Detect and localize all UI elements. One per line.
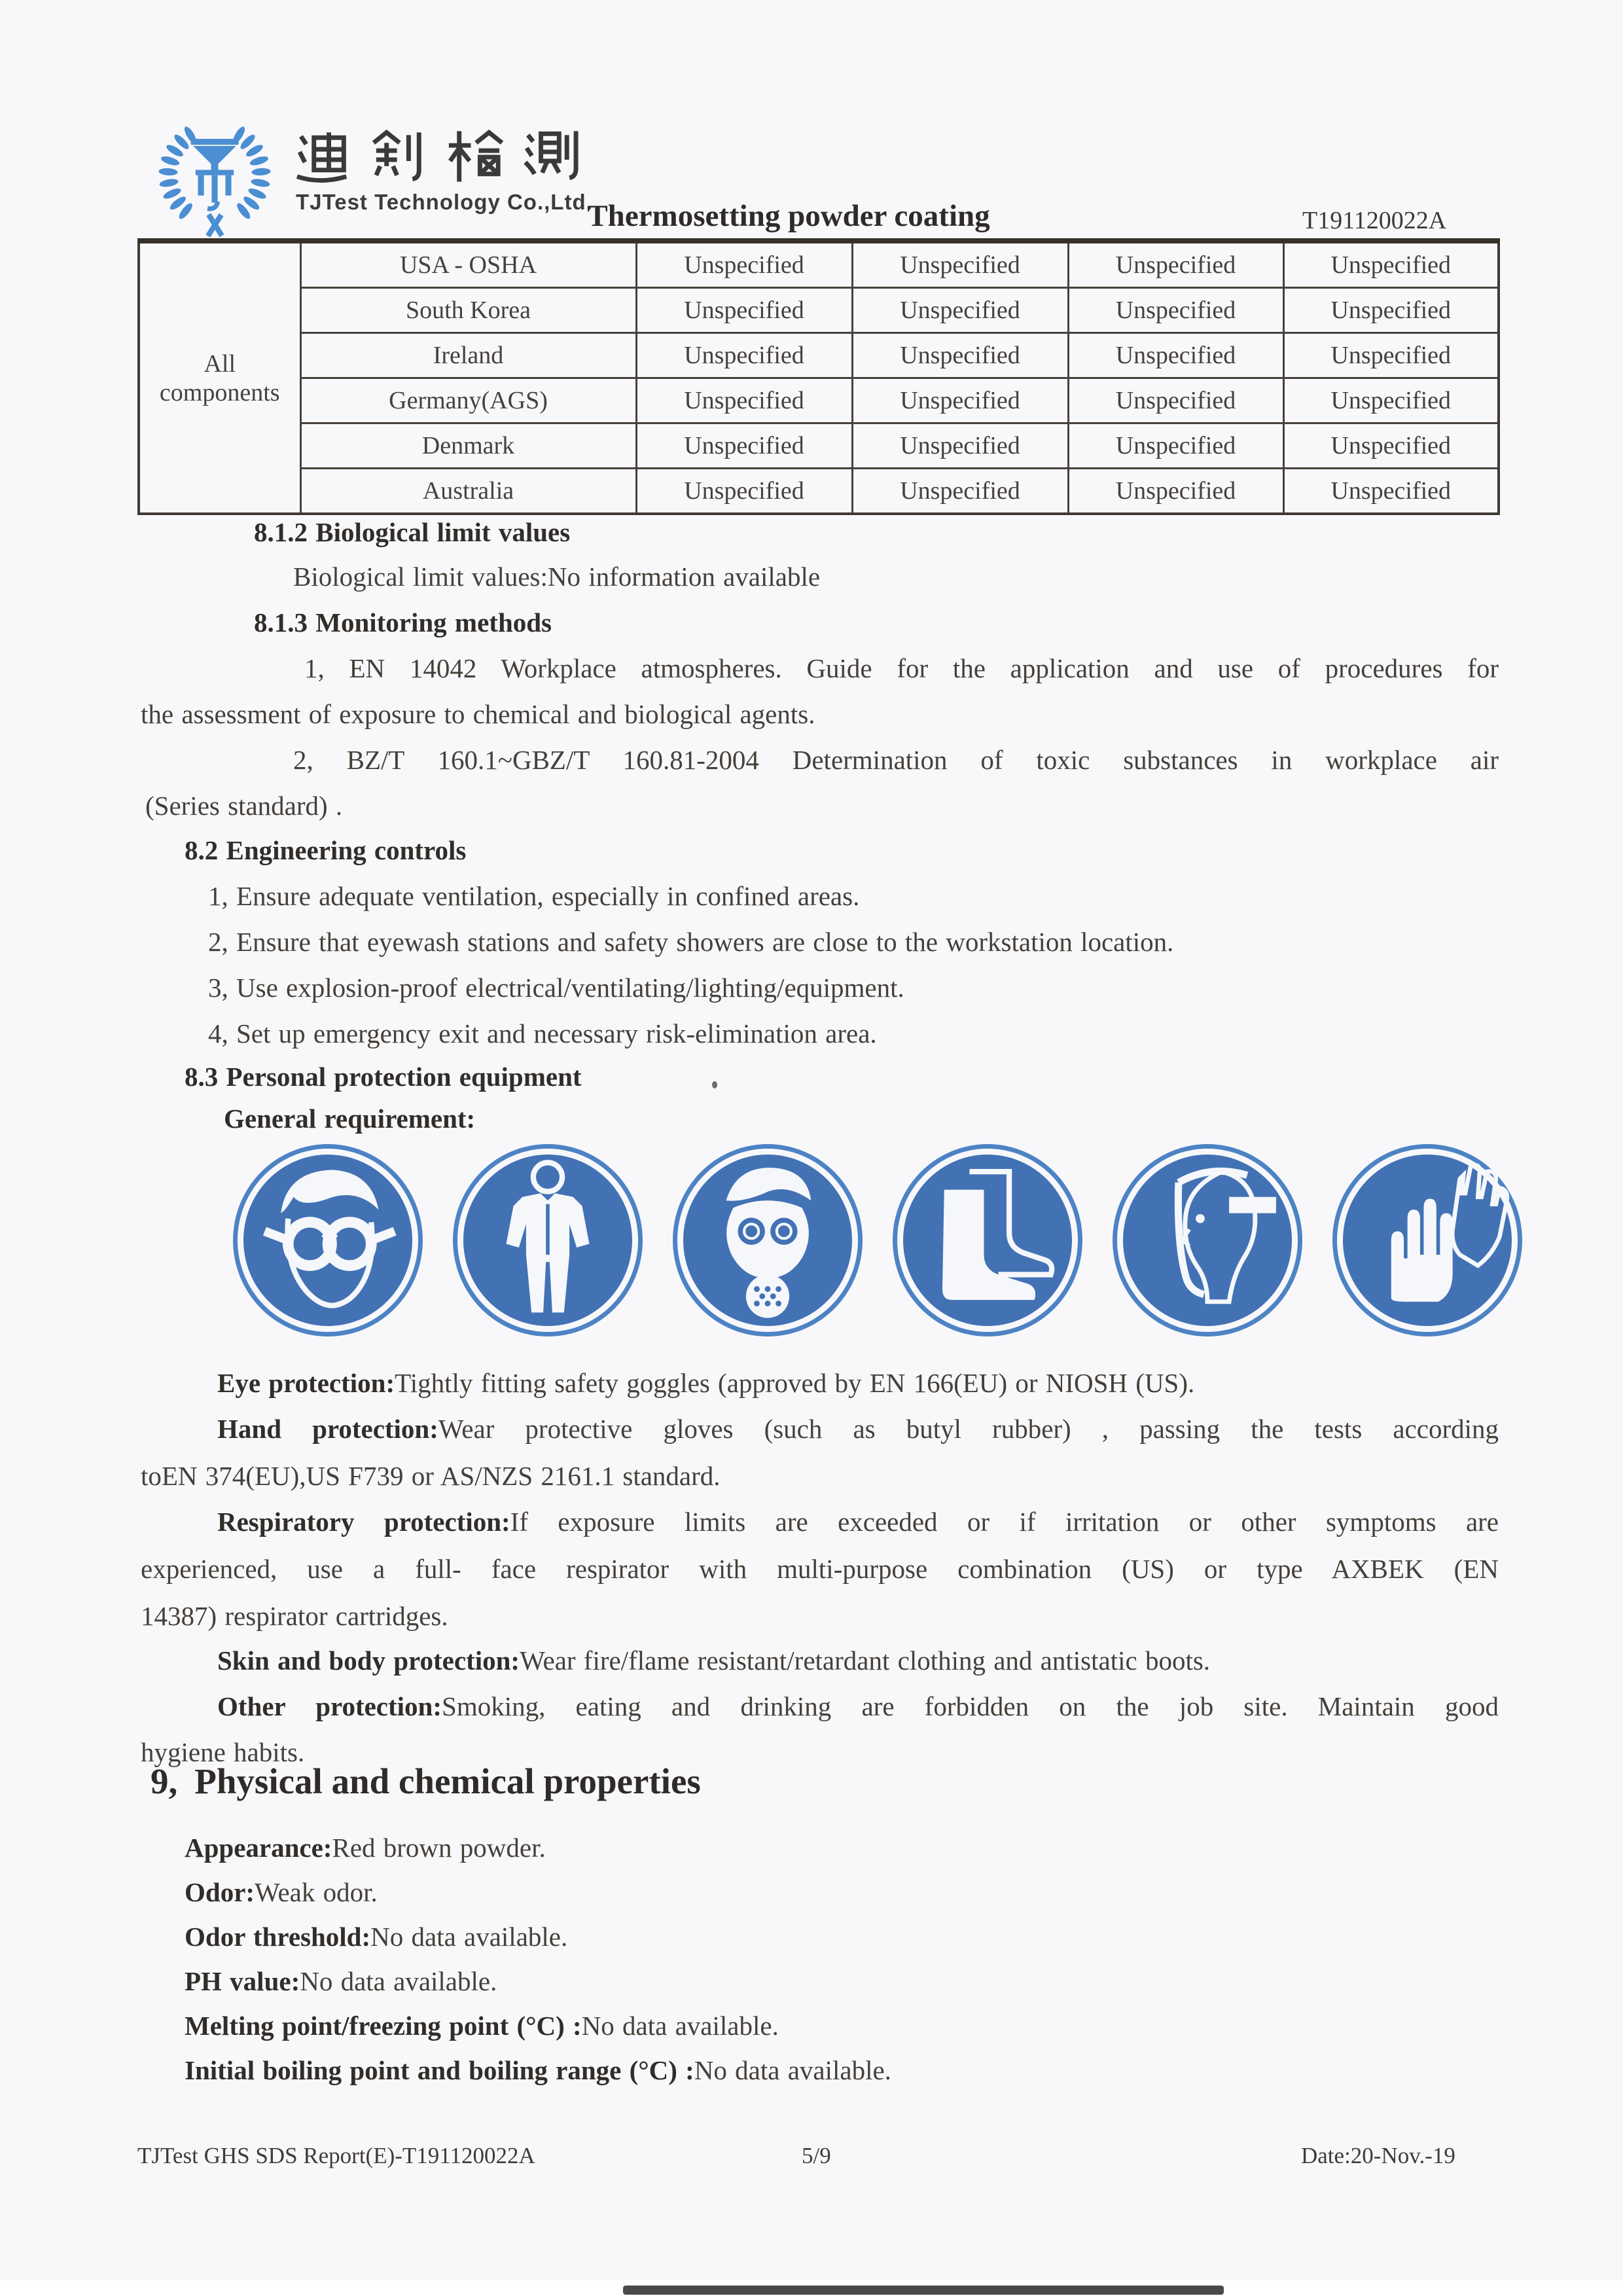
table-row <box>139 469 1499 514</box>
value-cell: Unspecified <box>1068 241 1283 288</box>
property-value: No data available. <box>370 1922 568 1952</box>
section-8-2-heading: 8.2 Engineering controls <box>185 835 467 865</box>
other-protection-line-2: hygiene habits. <box>141 1737 305 1767</box>
value-cell: Unspecified <box>636 241 852 288</box>
gas-mask-pictogram-icon <box>673 1144 863 1336</box>
value-cell: Unspecified <box>852 378 1068 423</box>
protective-suit-pictogram-icon <box>453 1144 643 1336</box>
tjtest-logo-emblem-icon <box>149 113 280 241</box>
footer-date: Date:20-Nov.-19 <box>1301 2143 1455 2168</box>
other-protection-label: Other protection: <box>217 1691 442 1721</box>
monitoring-item-2-line-1: 2, BZ/T 160.1~GBZ/T 160.81-2004 Determination of toxic substances in workplace air <box>293 745 1499 775</box>
section-9-number: 9, <box>151 1761 178 1801</box>
monitoring-item-1-line-1: 1, EN 14042 Workplace atmospheres. Guide for the application and use of procedures for <box>304 653 1499 683</box>
protective-gloves-pictogram-icon <box>1332 1144 1522 1336</box>
property-ph-value <box>185 1965 497 1998</box>
table-row <box>139 378 1499 423</box>
value-cell: Unspecified <box>1283 288 1499 333</box>
value-cell: Unspecified <box>636 469 852 514</box>
row-header-cell: All components <box>139 241 300 514</box>
property-value: Red brown powder. <box>332 1833 546 1863</box>
engineering-control-3: 3, Use explosion-proof electrical/ventilating/lighting/equipment. <box>208 973 904 1003</box>
value-cell: Unspecified <box>636 378 852 423</box>
property-label: Odor: <box>185 1877 255 1907</box>
property-melting-point <box>185 2009 779 2043</box>
exposure-limits-table <box>137 238 1500 515</box>
respiratory-protection-line-3: 14387) respirator cartridges. <box>141 1601 448 1631</box>
value-cell: Unspecified <box>1283 241 1499 288</box>
value-cell: Unspecified <box>636 333 852 378</box>
skin-protection-text: Wear fire/flame resistant/retardant clothing and antistatic boots. <box>520 1645 1211 1676</box>
property-label: Melting point/freezing point (°C) : <box>185 2011 582 2041</box>
report-number: T191120022A <box>1302 207 1447 234</box>
property-label: Appearance: <box>185 1833 332 1863</box>
eye-protection-label: Eye protection: <box>217 1368 395 1398</box>
value-cell: Unspecified <box>1068 288 1283 333</box>
section-8-3-heading: 8.3 Personal protection equipment <box>185 1062 582 1092</box>
hand-protection-line-1 <box>217 1412 1499 1446</box>
property-appearance <box>185 1831 546 1865</box>
respiratory-protection-text: If exposure limits are exceeded or if irritation or other symptoms are <box>510 1507 1499 1537</box>
monitoring-item-1-line-2: the assessment of exposure to chemical and biological agents. <box>141 699 815 729</box>
skin-protection-line <box>217 1644 1210 1677</box>
table-row <box>139 241 1499 288</box>
property-value: No data available. <box>300 1966 497 1996</box>
property-value: Weak odor. <box>255 1877 378 1907</box>
respiratory-protection-line-1 <box>217 1505 1499 1539</box>
value-cell: Unspecified <box>636 423 852 469</box>
hand-protection-text: Wear protective gloves (such as butyl rubber) , passing the tests according <box>438 1414 1499 1444</box>
section-8-1-3-heading: 8.1.3 Monitoring methods <box>254 607 552 637</box>
engineering-control-2: 2, Ensure that eyewash stations and safety showers are close to the workstation location. <box>208 927 1174 957</box>
engineering-control-4: 4, Set up emergency exit and necessary risk-elimination area. <box>208 1018 877 1049</box>
property-odor-threshold <box>185 1920 567 1954</box>
face-shield-pictogram-icon <box>1113 1144 1302 1336</box>
region-cell: USA - OSHA <box>300 241 636 288</box>
property-label: PH value: <box>185 1966 300 1996</box>
value-cell: Unspecified <box>1283 378 1499 423</box>
region-cell: Ireland <box>300 333 636 378</box>
respiratory-protection-label: Respiratory protection: <box>217 1507 510 1537</box>
scan-edge-bar <box>623 2286 1224 2295</box>
property-odor <box>185 1876 378 1909</box>
footer-page-number: 5/9 <box>802 2143 831 2168</box>
company-name: TJTest Technology Co.,Ltd. <box>296 190 593 214</box>
goggles-pictogram-icon <box>233 1144 423 1336</box>
table-row <box>139 333 1499 378</box>
value-cell: Unspecified <box>1068 378 1283 423</box>
table-row <box>139 423 1499 469</box>
value-cell: Unspecified <box>1283 333 1499 378</box>
value-cell: Unspecified <box>852 333 1068 378</box>
value-cell: Unspecified <box>852 469 1068 514</box>
value-cell: Unspecified <box>1283 423 1499 469</box>
value-cell: Unspecified <box>1068 469 1283 514</box>
value-cell: Unspecified <box>1068 333 1283 378</box>
value-cell: Unspecified <box>1283 469 1499 514</box>
property-value: No data available. <box>694 2055 891 2085</box>
region-cell: South Korea <box>300 288 636 333</box>
value-cell: Unspecified <box>1068 423 1283 469</box>
region-cell: Australia <box>300 469 636 514</box>
general-requirement-label: General requirement: <box>224 1103 476 1134</box>
region-cell: Denmark <box>300 423 636 469</box>
eye-protection-line <box>217 1367 1194 1400</box>
hand-protection-line-2: toEN 374(EU),US F739 or AS/NZS 2161.1 standard. <box>141 1461 721 1491</box>
other-protection-text: Smoking, eating and drinking are forbidden on the job site. Maintain good <box>442 1691 1499 1721</box>
eye-protection-text: Tightly fitting safety goggles (approved by EN 166(EU) or NIOSH (US). <box>395 1368 1195 1398</box>
hand-protection-label: Hand protection: <box>217 1414 438 1444</box>
page-title: Thermosetting powder coating <box>587 199 990 233</box>
respiratory-protection-line-2: experienced, use a full- face respirator with multi-purpose combination (US) or type AXBEK (EN <box>141 1554 1499 1584</box>
property-label: Odor threshold: <box>185 1922 371 1952</box>
company-chinese-name <box>294 130 580 186</box>
property-label: Initial boiling point and boiling range (°C) : <box>185 2055 694 2085</box>
safety-boots-pictogram-icon <box>893 1144 1082 1336</box>
section-9-heading <box>151 1761 701 1802</box>
value-cell: Unspecified <box>852 423 1068 469</box>
section-8-1-2-heading: 8.1.2 Biological limit values <box>254 517 571 547</box>
value-cell: Unspecified <box>636 288 852 333</box>
engineering-control-1: 1, Ensure adequate ventilation, especially in confined areas. <box>208 881 860 911</box>
biological-limit-text: Biological limit values:No information available <box>293 562 821 592</box>
value-cell: Unspecified <box>852 288 1068 333</box>
footer-report-id: TJTest GHS SDS Report(E)-T191120022A <box>137 2143 535 2168</box>
region-cell: Germany(AGS) <box>300 378 636 423</box>
monitoring-item-2-line-2: (Series standard) . <box>145 791 343 821</box>
table-row <box>139 288 1499 333</box>
property-value: No data available. <box>581 2011 779 2041</box>
other-protection-line-1 <box>217 1690 1499 1723</box>
scan-speck <box>712 1081 717 1088</box>
skin-protection-label: Skin and body protection: <box>217 1645 520 1676</box>
section-9-title: Physical and chemical properties <box>194 1761 701 1801</box>
value-cell: Unspecified <box>852 241 1068 288</box>
property-boiling-point <box>185 2054 891 2087</box>
